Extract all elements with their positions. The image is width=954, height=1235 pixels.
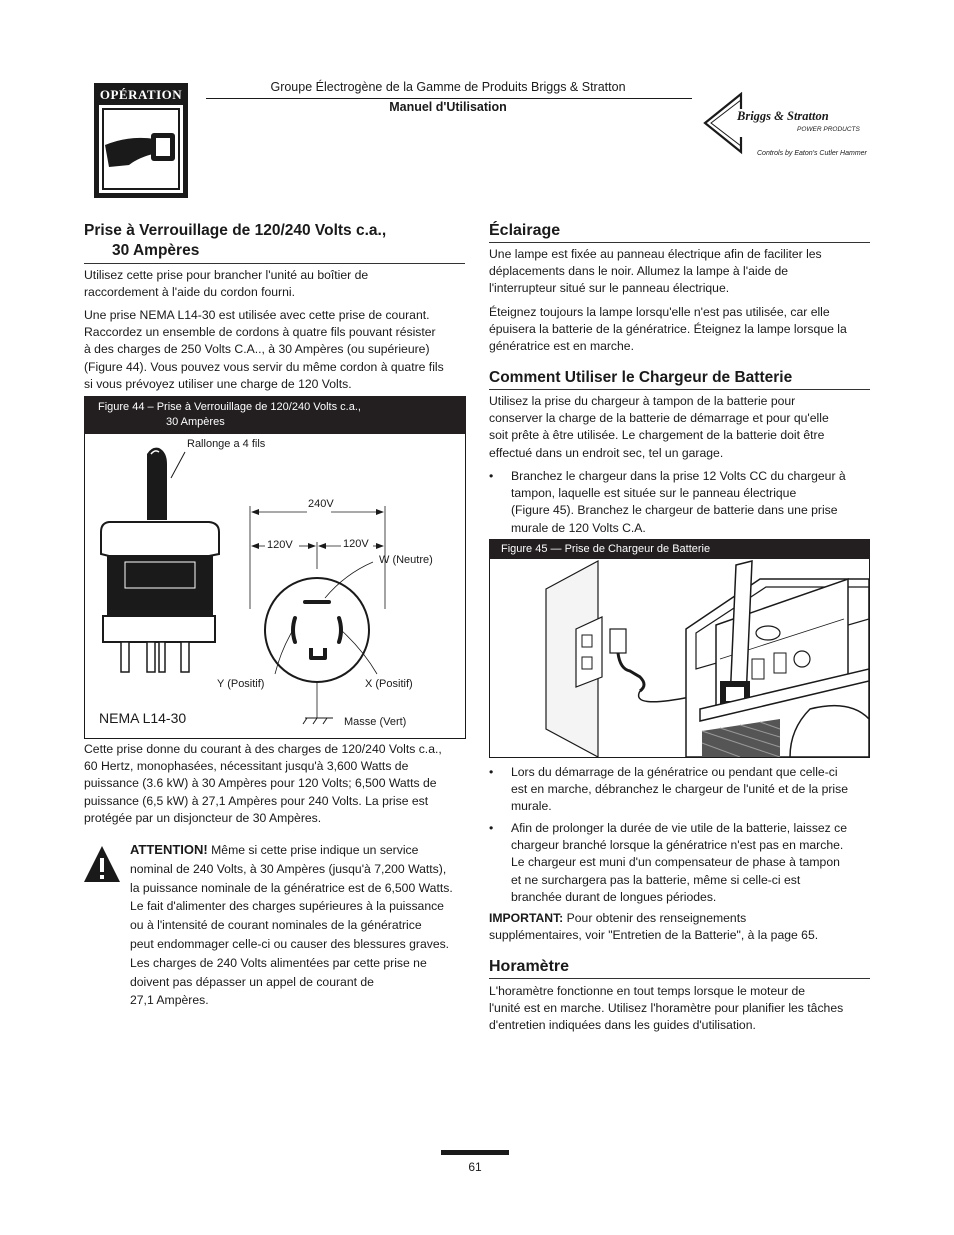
warning-title: ATTENTION! — [130, 842, 208, 857]
header-rule — [206, 98, 692, 99]
eclairage-paragraph-1: Une lampe est fixée au panneau électrique afin de faciliter les déplacements dans le noir. Allumez la lampe à l'aide de l'interrupteur situé sur le panneau électrique. — [489, 247, 822, 296]
operation-badge — [94, 83, 188, 198]
label-w-neutre: W (Neutre) — [379, 554, 433, 566]
section-rule-eclairage — [489, 242, 870, 243]
section-rule-chargeur — [489, 389, 870, 390]
chargeur-bullet-1: • Branchez le chargeur dans la prise 12 Volts CC du chargeur à tampon, laquelle est située sur le panneau électrique (Figure 45). Branchez le chargeur de batterie dans une prise murale de 120 Volts C.A. — [489, 469, 846, 535]
section-heading-chargeur: Comment Utiliser le Chargeur de Batterie — [489, 369, 793, 386]
section-rule-horametre — [489, 978, 870, 979]
section-heading-prise: Prise à Verrouillage de 120/240 Volts c.a., 30 Ampères — [84, 222, 387, 259]
section-heading-eclairage: Éclairage — [489, 222, 561, 239]
footer-bar — [441, 1150, 509, 1155]
warning-triangle-icon — [82, 844, 122, 884]
label-cord: Rallonge a 4 fils — [187, 438, 266, 450]
label-nema: NEMA L14-30 — [99, 710, 187, 726]
label-120v-right: 120V — [343, 538, 369, 550]
important-label: IMPORTANT: — [489, 911, 564, 925]
logo-brand: Briggs & Stratton — [737, 109, 829, 123]
section-rule-prise — [84, 263, 465, 264]
page-number: 61 — [468, 1160, 482, 1174]
prise-paragraph-3: Cette prise donne du courant à des charges de 120/240 Volts c.a., 60 Hertz, monophasées, nécessitant jusqu'à 3,600 Watts de puissance (3.6 kW) à 30 Ampères pour 120 Volts; 6,500 Watts de puissance (6,5 kW) à 27,1 Ampères pour 240 Volts. La prise est protégée par un disjoncteur de 30 Ampères. — [84, 742, 442, 825]
logo-tagline: POWER PRODUCTS — [797, 126, 860, 133]
horametre-paragraph: L'horamètre fonctionne en tout temps lorsque le moteur de l'unité est en marche. Utilisez l'horamètre pour planifier les tâches d'entretien indiquées dans les guides d'utilisation. — [489, 984, 844, 1033]
figure-44-caption: Figure 44 – Prise à Verrouillage de 120/240 Volts c.a., 30 Ampères — [84, 396, 466, 434]
chargeur-bullet-2: • Lors du démarrage de la génératrice ou pendant que celle-ci est en marche, débranchez le chargeur de l'unité et de la prise murale. — [489, 765, 849, 814]
prise-paragraph-2: Une prise NEMA L14-30 est utilisée avec cette prise de courant. Raccordez un ensemble de cordons à quatre fils pouvant résister à des charges de 250 Volts C.A.., à 30 Ampères (ou supérieure) (Figure 44). Vous pouvez vous servir du même cordon à quatre fils si vous prévoyez utiliser une charge de 120 Volts. — [84, 308, 444, 391]
briggs-stratton-logo — [703, 92, 873, 164]
warning-text: ATTENTION! Même si cette prise indique un service nominal de 240 Volts, à 30 Ampères (jusqu'à 7,200 Watts), la puissance nominale de la génératrice est de 6,500 Watts. Le fait d'alimenter des charges supérieures à la puissance ou à l'intensité de courant nominales de la génératrice peut endommager celle-ci ou causer des blessures graves. Les charges de 240 Volts alimentées par cette prise ne doivent pas dépasser un appel de courant de 27,1 Ampères. — [130, 842, 453, 1008]
eclairage-paragraph-2: Éteignez toujours la lampe lorsqu'elle n'est pas utilisée, car elle épuisera la batterie de la génératrice. Éteignez la lampe lorsque la génératrice est en marche. — [489, 305, 847, 354]
chargeur-bullet-3: • Afin de prolonger la durée de vie utile de la batterie, laissez ce chargeur branché lorsque la génératrice n'est pas en marche. Le chargeur est muni d'un compensateur de phase à tampon et ne surchargera pas la batterie, même si celle-ci est branchée durant de longues périodes. — [489, 821, 848, 904]
section-heading-horametre: Horamètre — [489, 958, 570, 975]
document-title: Groupe Électrogène de la Gamme de Produits Briggs & Stratton — [270, 80, 626, 94]
document-subtitle: Manuel d'Utilisation — [389, 100, 507, 114]
label-y-positif: Y (Positif) — [217, 678, 265, 690]
label-masse: Masse (Vert) — [344, 716, 407, 728]
battery-charger-illustration — [490, 559, 869, 757]
chargeur-paragraph-1: Utilisez la prise du chargeur à tampon de la batterie pour conserver la charge de la batterie de démarrage et pour qu'elle soit prête à être utilisée. Le chargement de la batterie doit être effectué dans un endroit sec, tel un garage. — [489, 394, 829, 460]
operation-badge-label: OPÉRATION — [99, 87, 183, 102]
hand-switch-icon — [99, 105, 183, 193]
prise-paragraph-1: Utilisez cette prise pour brancher l'unité au boîtier de raccordement à l'aide du cordon fourni. — [84, 268, 369, 300]
figure-45-caption: Figure 45 — Prise de Chargeur de Batterie — [489, 539, 870, 559]
label-120v-left: 120V — [267, 539, 293, 551]
label-240v: 240V — [308, 498, 334, 510]
important-note: IMPORTANT: Pour obtenir des renseignements supplémentaires, voir "Entretien de la Batterie", à la page 65. — [489, 911, 819, 943]
nema-plug-diagram — [85, 434, 465, 738]
figure-44-frame — [84, 434, 466, 739]
label-x-positif: X (Positif) — [365, 678, 413, 690]
logo-controls: Controls by Eaton's Cutler Hammer — [757, 150, 867, 157]
figure-45-frame — [489, 559, 870, 758]
